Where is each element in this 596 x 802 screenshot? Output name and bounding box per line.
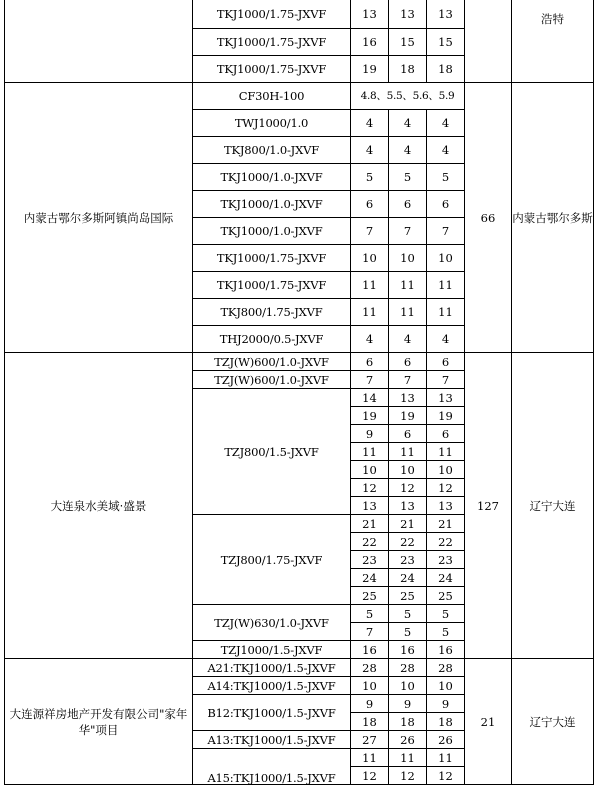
value-cell: 11 bbox=[351, 272, 389, 299]
model-cell: B12:TKJ1000/1.5-JXVF bbox=[193, 695, 351, 731]
value-cell: 4 bbox=[389, 137, 427, 164]
value-cell: 26 bbox=[427, 731, 465, 749]
value-cell: 4 bbox=[427, 326, 465, 353]
value-cell: 25 bbox=[427, 587, 465, 605]
count-cell: 66 bbox=[465, 83, 512, 353]
value-cell: 9 bbox=[427, 695, 465, 713]
model-cell: A14:TKJ1000/1.5-JXVF bbox=[193, 677, 351, 695]
value-cell: 13 bbox=[427, 497, 465, 515]
value-cell: 6 bbox=[427, 353, 465, 371]
value-cell: 9 bbox=[351, 695, 389, 713]
value-cell: 22 bbox=[389, 533, 427, 551]
value-cell: 19 bbox=[351, 407, 389, 425]
value-cell: 13 bbox=[351, 0, 389, 29]
value-cell: 26 bbox=[389, 731, 427, 749]
model-cell: TWJ1000/1.0 bbox=[193, 110, 351, 137]
value-cell: 12 bbox=[427, 479, 465, 497]
value-cell: 5 bbox=[389, 605, 427, 623]
value-cell: 6 bbox=[351, 353, 389, 371]
model-cell: TZJ(W)600/1.0-JXVF bbox=[193, 371, 351, 389]
value-cell: 6 bbox=[389, 353, 427, 371]
city-cell: 辽宁大连 bbox=[512, 659, 594, 785]
model-cell: A21:TKJ1000/1.5-JXVF bbox=[193, 659, 351, 677]
model-cell: THJ2000/0.5-JXVF bbox=[193, 326, 351, 353]
table-row bbox=[5, 0, 594, 29]
city-cell: 辽宁大连 bbox=[512, 353, 594, 659]
model-cell: TKJ1000/1.75-JXVF bbox=[193, 272, 351, 299]
value-cell: 12 bbox=[351, 767, 389, 785]
value-cell: 16 bbox=[427, 641, 465, 659]
value-cell: 10 bbox=[389, 677, 427, 695]
value-cell: 9 bbox=[351, 425, 389, 443]
value-cell: 5 bbox=[389, 164, 427, 191]
value-cell: 22 bbox=[427, 533, 465, 551]
value-cell: 18 bbox=[427, 713, 465, 731]
table-row bbox=[5, 353, 594, 371]
value-cell: 15 bbox=[427, 29, 465, 56]
value-cell: 6 bbox=[427, 425, 465, 443]
value-cell: 10 bbox=[427, 461, 465, 479]
value-cell: 5 bbox=[427, 623, 465, 641]
count-cell: 21 bbox=[465, 659, 512, 785]
project-cell: 大连源祥房地产开发有限公司"家年华"项目 bbox=[5, 659, 193, 785]
city-cell: 浩特 bbox=[512, 0, 594, 83]
model-cell: TZJ800/1.5-JXVF bbox=[193, 389, 351, 515]
model-cell: A15:TKJ1000/1.5-JXVF bbox=[193, 749, 351, 785]
value-cell: 4 bbox=[389, 110, 427, 137]
value-cell: 11 bbox=[389, 443, 427, 461]
value-cell: 19 bbox=[351, 56, 389, 83]
value-cell: 16 bbox=[351, 29, 389, 56]
model-cell: TKJ800/1.0-JXVF bbox=[193, 137, 351, 164]
value-cell: 7 bbox=[389, 371, 427, 389]
value-cell: 6 bbox=[351, 191, 389, 218]
value-cell: 16 bbox=[351, 641, 389, 659]
model-cell: TKJ800/1.75-JXVF bbox=[193, 299, 351, 326]
value-cell: 13 bbox=[389, 497, 427, 515]
value-cell: 10 bbox=[351, 461, 389, 479]
value-cell: 9 bbox=[389, 695, 427, 713]
value-cell: 21 bbox=[427, 515, 465, 533]
value-cell: 18 bbox=[351, 713, 389, 731]
value-cell: 10 bbox=[427, 677, 465, 695]
value-cell: 19 bbox=[427, 407, 465, 425]
value-cell: 13 bbox=[427, 389, 465, 407]
value-cell: 25 bbox=[389, 587, 427, 605]
value-cell: 11 bbox=[427, 299, 465, 326]
value-cell: 24 bbox=[351, 569, 389, 587]
value-cell: 13 bbox=[351, 497, 389, 515]
value-cell: 4 bbox=[427, 110, 465, 137]
model-cell: TKJ1000/1.75-JXVF bbox=[193, 0, 351, 29]
value-cell: 11 bbox=[351, 299, 389, 326]
value-cell: 11 bbox=[389, 299, 427, 326]
value-cell: 7 bbox=[351, 623, 389, 641]
value-cell: 5 bbox=[351, 605, 389, 623]
value-cell: 4 bbox=[389, 326, 427, 353]
value-cell: 7 bbox=[351, 371, 389, 389]
value-cell: 24 bbox=[427, 569, 465, 587]
project-cell bbox=[5, 0, 193, 83]
project-cell: 内蒙古鄂尔多斯阿镇尚岛国际 bbox=[5, 83, 193, 353]
value-cell: 6 bbox=[427, 191, 465, 218]
value-cell: 12 bbox=[351, 479, 389, 497]
value-cell: 11 bbox=[351, 443, 389, 461]
value-cell: 19 bbox=[389, 407, 427, 425]
value-cell: 5 bbox=[389, 623, 427, 641]
value-cell: 25 bbox=[351, 587, 389, 605]
model-cell: TKJ1000/1.75-JXVF bbox=[193, 245, 351, 272]
model-cell: TKJ1000/1.0-JXVF bbox=[193, 164, 351, 191]
value-cell: 11 bbox=[389, 272, 427, 299]
value-cell: 13 bbox=[427, 0, 465, 29]
count-cell bbox=[465, 0, 512, 83]
value-cell: 5 bbox=[427, 605, 465, 623]
value-cell: 10 bbox=[351, 245, 389, 272]
value-cell: 5 bbox=[427, 164, 465, 191]
value-cell: 23 bbox=[351, 551, 389, 569]
value-cell: 4 bbox=[351, 110, 389, 137]
model-cell: TZJ800/1.75-JXVF bbox=[193, 515, 351, 605]
model-cell: CF30H-100 bbox=[193, 83, 351, 110]
project-cell: 大连泉水美域·盛景 bbox=[5, 353, 193, 659]
model-cell: TKJ1000/1.75-JXVF bbox=[193, 56, 351, 83]
model-cell: TKJ1000/1.0-JXVF bbox=[193, 191, 351, 218]
value-cell: 4 bbox=[427, 137, 465, 164]
value-cell: 18 bbox=[427, 56, 465, 83]
value-cell: 24 bbox=[389, 569, 427, 587]
value-cell: 11 bbox=[427, 749, 465, 767]
model-cell: TZJ(W)600/1.0-JXVF bbox=[193, 353, 351, 371]
value-cell: 4.8、5.5、5.6、5.9 bbox=[351, 83, 465, 110]
value-cell: 28 bbox=[351, 659, 389, 677]
value-cell: 6 bbox=[389, 191, 427, 218]
value-cell: 21 bbox=[389, 515, 427, 533]
value-cell: 21 bbox=[351, 515, 389, 533]
model-cell: TKJ1000/1.0-JXVF bbox=[193, 218, 351, 245]
value-cell: 15 bbox=[389, 29, 427, 56]
value-cell: 10 bbox=[427, 245, 465, 272]
table-row bbox=[5, 83, 594, 110]
value-cell: 23 bbox=[427, 551, 465, 569]
value-cell: 7 bbox=[389, 218, 427, 245]
model-cell: TKJ1000/1.75-JXVF bbox=[193, 29, 351, 56]
value-cell: 12 bbox=[389, 767, 427, 785]
value-cell: 27 bbox=[351, 731, 389, 749]
value-cell: 11 bbox=[427, 443, 465, 461]
value-cell: 28 bbox=[427, 659, 465, 677]
value-cell: 12 bbox=[389, 479, 427, 497]
value-cell: 11 bbox=[389, 749, 427, 767]
value-cell: 18 bbox=[389, 713, 427, 731]
value-cell: 10 bbox=[389, 461, 427, 479]
value-cell: 7 bbox=[427, 371, 465, 389]
value-cell: 28 bbox=[389, 659, 427, 677]
value-cell: 10 bbox=[389, 245, 427, 272]
value-cell: 16 bbox=[389, 641, 427, 659]
value-cell: 12 bbox=[427, 767, 465, 785]
value-cell: 11 bbox=[427, 272, 465, 299]
value-cell: 11 bbox=[351, 749, 389, 767]
value-cell: 22 bbox=[351, 533, 389, 551]
model-cell: TZJ1000/1.5-JXVF bbox=[193, 641, 351, 659]
value-cell: 10 bbox=[351, 677, 389, 695]
value-cell: 7 bbox=[427, 218, 465, 245]
table-row bbox=[5, 659, 594, 677]
value-cell: 14 bbox=[351, 389, 389, 407]
value-cell: 6 bbox=[389, 425, 427, 443]
value-cell: 13 bbox=[389, 0, 427, 29]
model-cell: TZJ(W)630/1.0-JXVF bbox=[193, 605, 351, 641]
count-cell: 127 bbox=[465, 353, 512, 659]
model-cell: A13:TKJ1000/1.5-JXVF bbox=[193, 731, 351, 749]
value-cell: 13 bbox=[389, 389, 427, 407]
value-cell: 4 bbox=[351, 137, 389, 164]
city-cell: 内蒙古鄂尔多斯 bbox=[512, 83, 594, 353]
value-cell: 23 bbox=[389, 551, 427, 569]
value-cell: 5 bbox=[351, 164, 389, 191]
elevator-table bbox=[4, 0, 594, 785]
value-cell: 18 bbox=[389, 56, 427, 83]
value-cell: 7 bbox=[351, 218, 389, 245]
value-cell: 4 bbox=[351, 326, 389, 353]
